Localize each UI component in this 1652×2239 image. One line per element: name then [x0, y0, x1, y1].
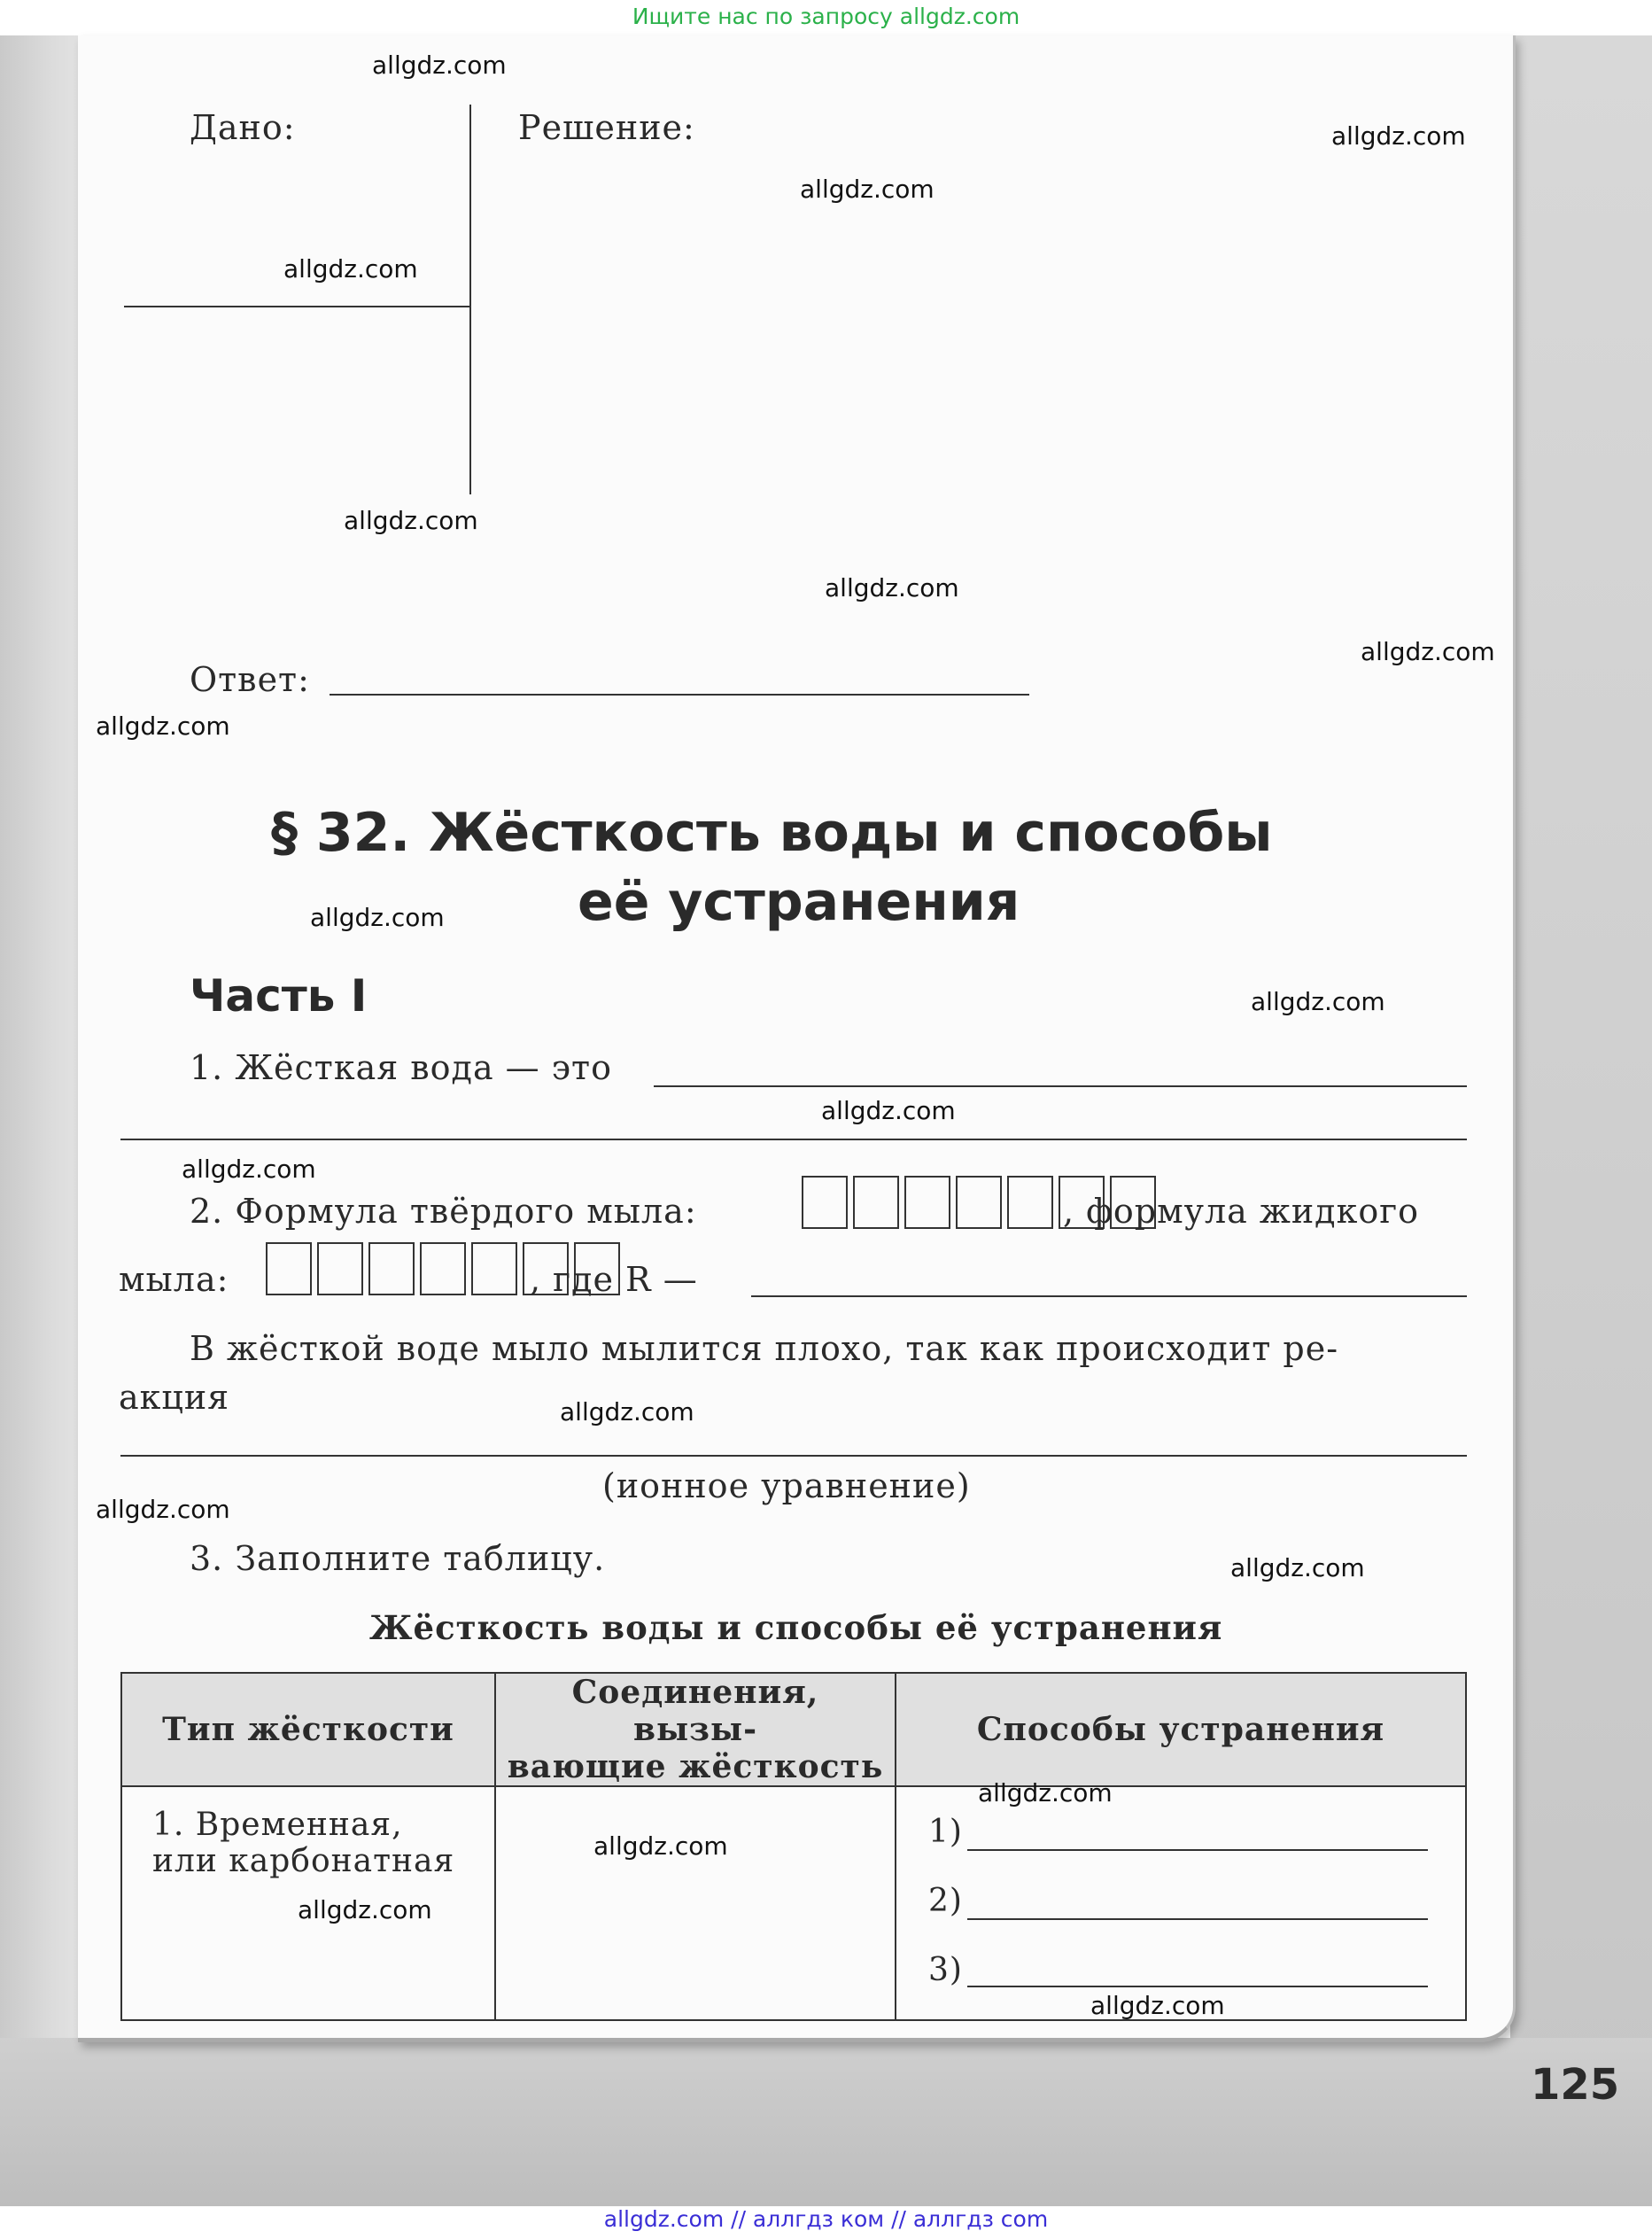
watermark: allgdz.com — [978, 1778, 1113, 1808]
watermark: allgdz.com — [372, 51, 507, 80]
solution-label: Решение: — [518, 108, 695, 147]
row-temporary-type: 1. Временная, или карбонатная — [121, 1786, 495, 2020]
ionic-equation-note: (ионное уравнение) — [602, 1466, 971, 1505]
watermark: allgdz.com — [283, 254, 418, 284]
watermark: allgdz.com — [1251, 987, 1385, 1016]
watermark: allgdz.com — [96, 1495, 230, 1524]
given-divider-horizontal — [124, 306, 469, 307]
watermark: allgdz.com — [560, 1397, 694, 1427]
method-3-label: 3) — [928, 1952, 963, 1988]
question-2-sentence: В жёсткой воде мыло мылится плохо, так как происходит ре- — [190, 1329, 1339, 1368]
header-hardness-type: Тип жёсткости — [121, 1673, 495, 1786]
question-2-liquid-soap: , формула жидкого — [1063, 1192, 1419, 1231]
section-title: § 32. Жёсткость воды и способы — [271, 802, 1273, 864]
watermark: allgdz.com — [1090, 1991, 1225, 2020]
r-definition-line[interactable] — [751, 1295, 1467, 1297]
watermark: allgdz.com — [1331, 121, 1466, 151]
question-2: 2. Формула твёрдого мыла: — [190, 1192, 697, 1231]
question-3: 3. Заполните таблицу. — [190, 1539, 606, 1578]
watermark: allgdz.com — [310, 903, 445, 932]
scan-margin-left — [0, 35, 89, 2206]
watermark: allgdz.com — [344, 506, 478, 535]
page-number: 125 — [1531, 2060, 1620, 2110]
watermark: allgdz.com — [1230, 1553, 1365, 1582]
watermark: allgdz.com — [800, 175, 935, 204]
question-1-answer-line[interactable] — [654, 1085, 1467, 1087]
method-3-line[interactable] — [967, 1986, 1428, 1987]
ionic-equation-line[interactable] — [120, 1455, 1467, 1457]
answer-line[interactable] — [330, 694, 1029, 696]
r-definition-label: , где R — — [530, 1260, 698, 1299]
scan-margin-right — [1510, 35, 1652, 2206]
watermark: allgdz.com — [96, 711, 230, 741]
bottom-banner[interactable]: allgdz.com // аллгдз ком // аллгдз com — [603, 2206, 1049, 2232]
given-divider-vertical — [469, 105, 471, 494]
method-1-label: 1) — [928, 1814, 963, 1850]
given-label: Дано: — [190, 108, 296, 147]
watermark: allgdz.com — [1361, 637, 1495, 666]
question-1-answer-line-2[interactable] — [120, 1139, 1467, 1140]
watermark: allgdz.com — [821, 1096, 956, 1125]
method-2-line[interactable] — [967, 1918, 1428, 1920]
row-temporary-compounds[interactable] — [495, 1786, 896, 2020]
hardness-table — [120, 1672, 1467, 2021]
watermark: allgdz.com — [298, 1895, 432, 1924]
scan-margin-bottom — [0, 2038, 1652, 2206]
table-title: Жёсткость воды и способы её устранения — [369, 1608, 1223, 1647]
row-temporary-methods[interactable] — [896, 1786, 1466, 2020]
method-2-label: 2) — [928, 1883, 963, 1919]
watermark: allgdz.com — [593, 1831, 728, 1861]
header-methods: Способы устранения — [896, 1673, 1466, 1786]
part-heading: Часть I — [190, 970, 368, 1022]
liquid-soap-label: мыла: — [119, 1260, 229, 1299]
answer-label: Ответ: — [190, 660, 310, 699]
watermark: allgdz.com — [182, 1154, 316, 1184]
question-1: 1. Жёсткая вода — это — [190, 1048, 612, 1087]
watermark: allgdz.com — [825, 573, 959, 603]
question-2-sentence-end: акция — [119, 1378, 230, 1417]
method-1-line[interactable] — [967, 1849, 1428, 1851]
section-title-continued: её устранения — [578, 871, 1020, 933]
top-banner[interactable]: Ищите нас по запросу allgdz.com — [632, 4, 1020, 29]
header-compounds: Соединения, вызы- вающие жёсткость — [495, 1673, 896, 1786]
